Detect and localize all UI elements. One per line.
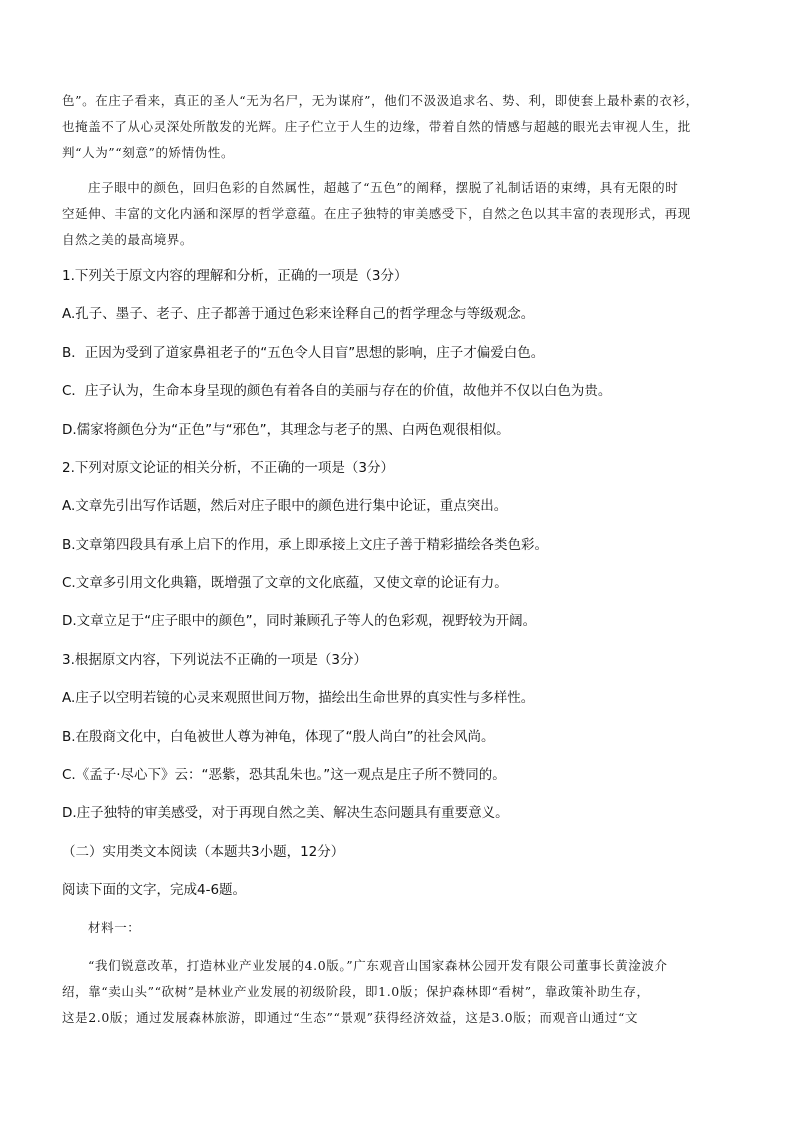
passage-line: 庄子眼中的颜色，回归色彩的自然属性，超越了“五色”的阐释，摆脱了礼制话语的束缚，具有无限的时: [88, 180, 679, 195]
passage-line: “我们锐意改革，打造林业产业发展的4.0版。”广东观音山国家森林公园开发有限公司董事长黄淦波介: [88, 958, 668, 973]
passage-line: 判“人为”“刻意”的矫情伪性。: [62, 145, 235, 160]
passage-continuation: [62, 88, 742, 166]
question-3-stem: 3.根据原文内容，下列说法不正确的一项是（3分）: [62, 652, 367, 668]
question-1-option-d: D.儒家将颜色分为“正色”与“邪色”，其理念与老子的黑、白两色观很相似。: [62, 422, 510, 438]
question-1-stem: 1.下列关于原文内容的理解和分析，正确的一项是（3分）: [62, 268, 408, 284]
passage-line: 色”。在庄子看来，真正的圣人“无为名尸，无为谋府”，他们不汲汲追求名、势、利，即使套上最朴素的衣衫，: [62, 93, 699, 108]
question-3-option-d: D.庄子独特的审美感受，对于再现自然之美、解决生态问题具有重要意义。: [62, 805, 509, 821]
passage-line: 这是2.0版；通过发展森林旅游，即通过“生态”“景观”获得经济效益，这是3.0版；而观音山通过“文: [62, 1010, 639, 1025]
passage-line: 绍，靠“卖山头”“砍树”是林业产业发展的初级阶段，即1.0版；保护森林即“看树”，靠政策补助生存，: [62, 984, 650, 999]
question-3-option-a: A.庄子以空明若镜的心灵来观照世间万物，描绘出生命世界的真实性与多样性。: [62, 690, 535, 706]
question-2-option-a: A.文章先引出写作话题，然后对庄子眼中的颜色进行集中论证，重点突出。: [62, 498, 508, 514]
section-instruction: 阅读下面的文字，完成4-6题。: [62, 882, 247, 898]
question-1-option-c: C．庄子认为，生命本身呈现的颜色有着各自的美丽与存在的价值，故他并不仅以白色为贵。: [62, 383, 612, 399]
material-paragraph: [62, 953, 742, 1031]
question-2-option-d: D.文章立足于“庄子眼中的颜色”，同时兼顾孔子等人的色彩观，视野较为开阔。: [62, 613, 537, 629]
question-3-option-b: B.在殷商文化中，白龟被世人尊为神龟，体现了“殷人尚白”的社会风尚。: [62, 729, 495, 745]
question-2-option-b: B.文章第四段具有承上启下的作用，承上即承接上文庄子善于精彩描绘各类色彩。: [62, 537, 549, 553]
passage-line: 也掩盖不了从心灵深处所散发的光辉。庄子伫立于人生的边缘，带着自然的情感与超越的眼光去审视人生，批: [62, 119, 691, 134]
question-1-option-b: B．正因为受到了道家鼻祖老子的“五色令人目盲”思想的影响，庄子才偏爱白色。: [62, 345, 545, 361]
passage-line: 自然之美的最高境界。: [62, 232, 194, 247]
section-heading: （二）实用类文本阅读（本题共3小题，12分）: [62, 844, 345, 860]
material-label-text: 材料一：: [88, 920, 141, 935]
passage-paragraph: [62, 175, 742, 253]
question-3-option-c: C.《孟子·尽心下》云：“恶紫，恐其乱朱也。”这一观点是庄子所不赞同的。: [62, 767, 506, 783]
question-2-option-c: C.文章多引用文化典籍，既增强了文章的文化底蕴，又使文章的论证有力。: [62, 575, 508, 591]
question-1-option-a: A.孔子、墨子、老子、庄子都善于通过色彩来诠释自己的哲学理念与等级观念。: [62, 306, 535, 322]
material-label: [62, 915, 742, 941]
question-2-stem: 2.下列对原文论证的相关分析，不正确的一项是（3分）: [62, 460, 394, 476]
passage-line: 空延伸、丰富的文化内涵和深厚的哲学意蕴。在庄子独特的审美感受下，自然之色以其丰富的表现形式，再现: [62, 206, 691, 221]
